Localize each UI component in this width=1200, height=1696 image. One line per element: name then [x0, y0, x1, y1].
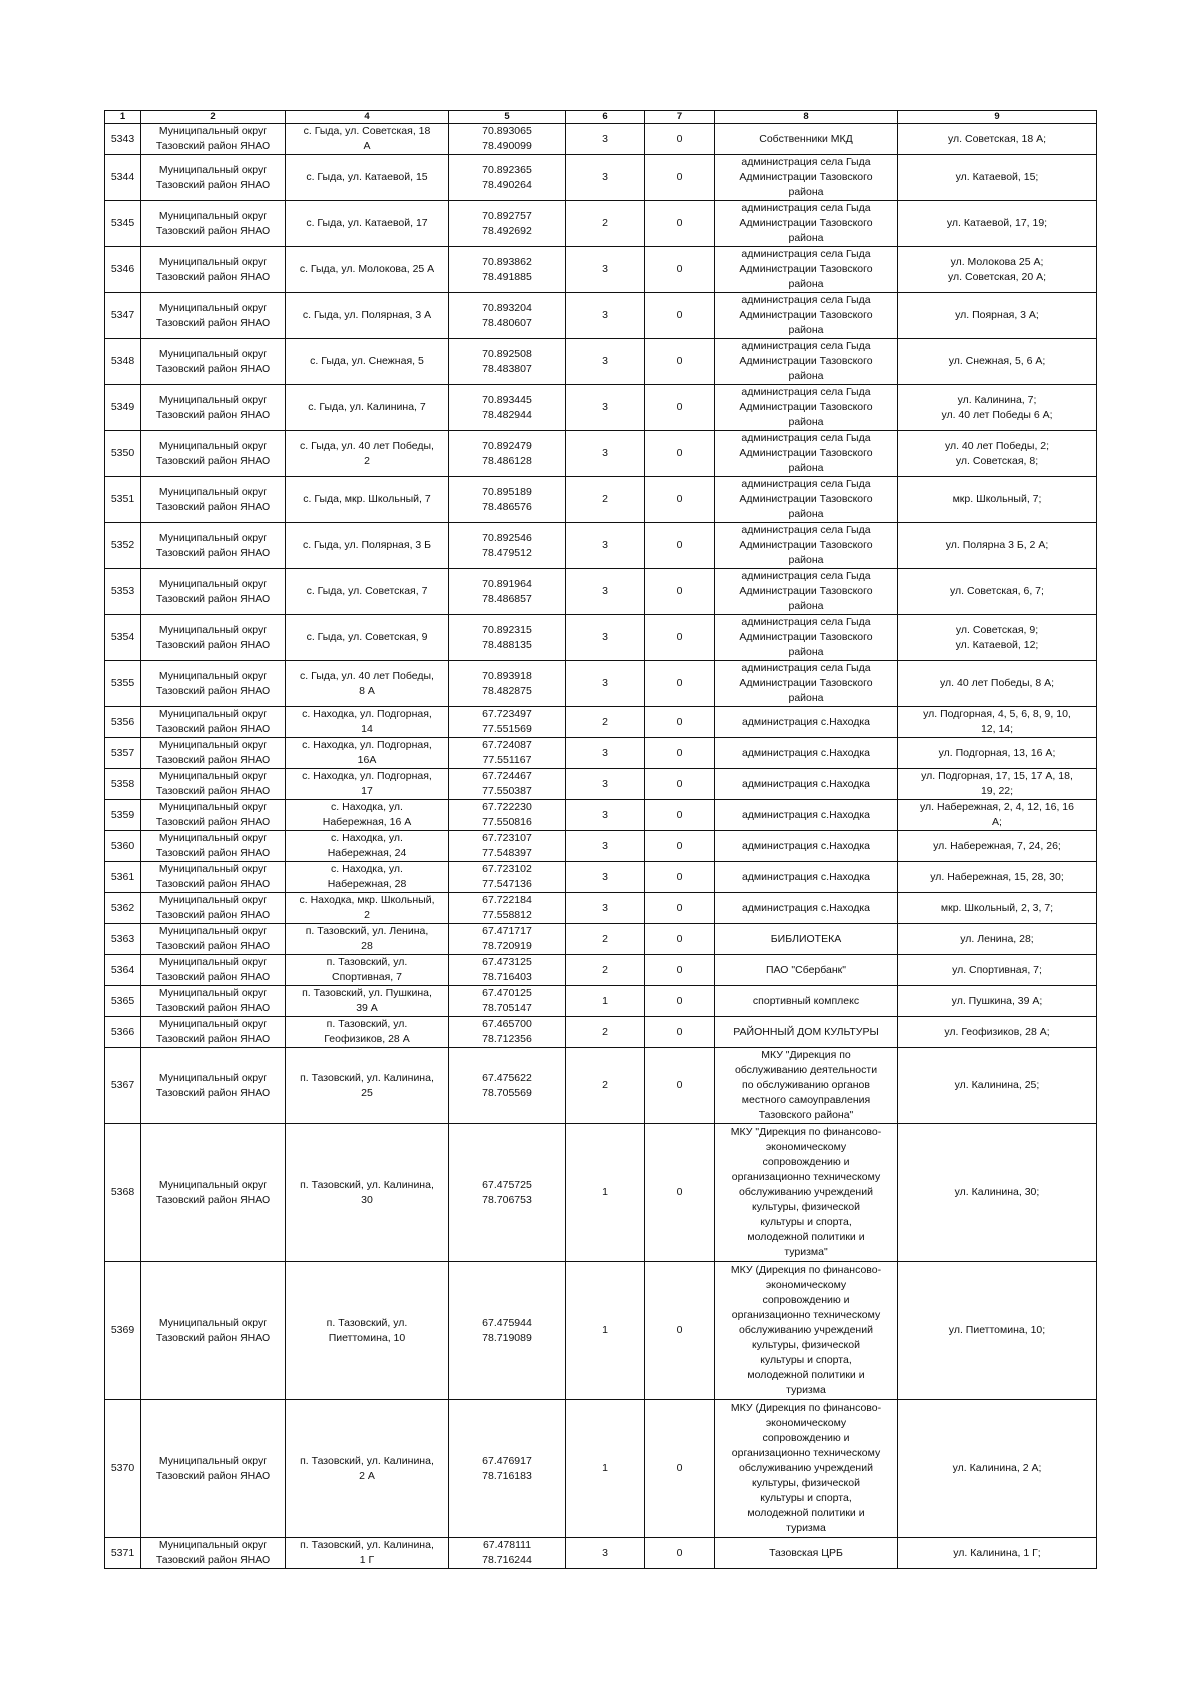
- col7-cell: 0: [645, 201, 715, 247]
- id-cell: 5369: [105, 1262, 141, 1400]
- col6-cell: 3: [566, 661, 645, 707]
- column-header: 8: [715, 111, 898, 124]
- owner-cell: администрация села Гыда Администрации Тазовского района: [715, 339, 898, 385]
- id-cell: 5367: [105, 1048, 141, 1124]
- id-cell: 5365: [105, 986, 141, 1017]
- owner-cell: администрация села Гыда Администрации Тазовского района: [715, 615, 898, 661]
- col6-cell: 2: [566, 1048, 645, 1124]
- owner-cell: ПАО "Сбербанк": [715, 955, 898, 986]
- coordinates-cell: 67.723102 77.547136: [449, 862, 566, 893]
- address-cell: п. Тазовский, ул. Калинина, 2 А: [286, 1400, 449, 1538]
- id-cell: 5370: [105, 1400, 141, 1538]
- table-row: [105, 707, 1097, 738]
- id-cell: 5351: [105, 477, 141, 523]
- district-cell: Муниципальный округ Тазовский район ЯНАО: [141, 1048, 286, 1124]
- col6-cell: 3: [566, 893, 645, 924]
- col6-cell: 2: [566, 955, 645, 986]
- table-row: [105, 986, 1097, 1017]
- table-row: [105, 893, 1097, 924]
- col7-cell: 0: [645, 986, 715, 1017]
- col6-cell: 3: [566, 339, 645, 385]
- served-addresses-cell: ул. Снежная, 5, 6 А;: [898, 339, 1097, 385]
- table-row: [105, 155, 1097, 201]
- served-addresses-cell: ул. Калинина, 7; ул. 40 лет Победы 6 А;: [898, 385, 1097, 431]
- col7-cell: 0: [645, 124, 715, 155]
- owner-cell: администрация села Гыда Администрации Тазовского района: [715, 569, 898, 615]
- col7-cell: 0: [645, 431, 715, 477]
- col6-cell: 3: [566, 293, 645, 339]
- col6-cell: 2: [566, 477, 645, 523]
- col7-cell: 0: [645, 155, 715, 201]
- district-cell: Муниципальный округ Тазовский район ЯНАО: [141, 831, 286, 862]
- id-cell: 5345: [105, 201, 141, 247]
- district-cell: Муниципальный округ Тазовский район ЯНАО: [141, 986, 286, 1017]
- coordinates-cell: 70.892365 78.490264: [449, 155, 566, 201]
- id-cell: 5348: [105, 339, 141, 385]
- district-cell: Муниципальный округ Тазовский район ЯНАО: [141, 477, 286, 523]
- table-row: [105, 800, 1097, 831]
- column-header: 9: [898, 111, 1097, 124]
- col6-cell: 3: [566, 800, 645, 831]
- district-cell: Муниципальный округ Тазовский район ЯНАО: [141, 293, 286, 339]
- col6-cell: 3: [566, 523, 645, 569]
- owner-cell: БИБЛИОТЕКА: [715, 924, 898, 955]
- address-cell: п. Тазовский, ул. Ленина, 28: [286, 924, 449, 955]
- coordinates-cell: 70.893204 78.480607: [449, 293, 566, 339]
- address-cell: с. Находка, ул. Набережная, 16 А: [286, 800, 449, 831]
- owner-cell: администрация села Гыда Администрации Тазовского района: [715, 477, 898, 523]
- owner-cell: администрация с.Находка: [715, 738, 898, 769]
- col6-cell: 1: [566, 986, 645, 1017]
- table-row: [105, 569, 1097, 615]
- district-cell: Муниципальный округ Тазовский район ЯНАО: [141, 201, 286, 247]
- col7-cell: 0: [645, 615, 715, 661]
- owner-cell: МКУ "Дирекция по финансово- экономическому сопровождению и организационно техническому обслуживанию учреждений культуры, физической культуры и спорта, молодежной политики и туризма": [715, 1124, 898, 1262]
- owner-cell: администрация с.Находка: [715, 893, 898, 924]
- coordinates-cell: 70.893918 78.482875: [449, 661, 566, 707]
- col7-cell: 0: [645, 1262, 715, 1400]
- district-cell: Муниципальный округ Тазовский район ЯНАО: [141, 339, 286, 385]
- served-addresses-cell: ул. Пиеттомина, 10;: [898, 1262, 1097, 1400]
- served-addresses-cell: ул. Пушкина, 39 А;: [898, 986, 1097, 1017]
- district-cell: Муниципальный округ Тазовский район ЯНАО: [141, 924, 286, 955]
- district-cell: Муниципальный округ Тазовский район ЯНАО: [141, 569, 286, 615]
- col7-cell: 0: [645, 247, 715, 293]
- id-cell: 5350: [105, 431, 141, 477]
- served-addresses-cell: ул. Катаевой, 15;: [898, 155, 1097, 201]
- col6-cell: 3: [566, 831, 645, 862]
- owner-cell: администрация с.Находка: [715, 707, 898, 738]
- coordinates-cell: 70.893445 78.482944: [449, 385, 566, 431]
- coordinates-cell: 67.724467 77.550387: [449, 769, 566, 800]
- col6-cell: 2: [566, 1017, 645, 1048]
- table-body: [105, 111, 1097, 1569]
- district-cell: Муниципальный округ Тазовский район ЯНАО: [141, 155, 286, 201]
- col7-cell: 0: [645, 738, 715, 769]
- id-cell: 5355: [105, 661, 141, 707]
- col6-cell: 1: [566, 1124, 645, 1262]
- coordinates-cell: 67.478111 78.716244: [449, 1538, 566, 1569]
- coordinates-cell: 70.893065 78.490099: [449, 124, 566, 155]
- id-cell: 5371: [105, 1538, 141, 1569]
- owner-cell: спортивный комплекс: [715, 986, 898, 1017]
- col7-cell: 0: [645, 1017, 715, 1048]
- owner-cell: администрация села Гыда Администрации Тазовского района: [715, 661, 898, 707]
- served-addresses-cell: ул. Набережная, 7, 24, 26;: [898, 831, 1097, 862]
- district-cell: Муниципальный округ Тазовский район ЯНАО: [141, 1538, 286, 1569]
- table-row: [105, 769, 1097, 800]
- id-cell: 5352: [105, 523, 141, 569]
- table-row: [105, 738, 1097, 769]
- table-row: [105, 247, 1097, 293]
- owner-cell: Тазовская ЦРБ: [715, 1538, 898, 1569]
- served-addresses-cell: ул. Советская, 9; ул. Катаевой, 12;: [898, 615, 1097, 661]
- id-cell: 5366: [105, 1017, 141, 1048]
- served-addresses-cell: ул. Калинина, 2 А;: [898, 1400, 1097, 1538]
- table-row: [105, 385, 1097, 431]
- col7-cell: 0: [645, 661, 715, 707]
- address-cell: с. Гыда, ул. Калинина, 7: [286, 385, 449, 431]
- coordinates-cell: 67.475622 78.705569: [449, 1048, 566, 1124]
- table-row: [105, 1538, 1097, 1569]
- id-cell: 5357: [105, 738, 141, 769]
- served-addresses-cell: ул. Калинина, 30;: [898, 1124, 1097, 1262]
- col6-cell: 2: [566, 707, 645, 738]
- coordinates-cell: 70.892479 78.486128: [449, 431, 566, 477]
- address-cell: с. Гыда, ул. Советская, 9: [286, 615, 449, 661]
- coordinates-cell: 67.465700 78.712356: [449, 1017, 566, 1048]
- col7-cell: 0: [645, 339, 715, 385]
- district-cell: Муниципальный округ Тазовский район ЯНАО: [141, 431, 286, 477]
- col7-cell: 0: [645, 293, 715, 339]
- column-header: 1: [105, 111, 141, 124]
- address-cell: с. Гыда, ул. Катаевой, 17: [286, 201, 449, 247]
- col6-cell: 3: [566, 155, 645, 201]
- coordinates-cell: 67.724087 77.551167: [449, 738, 566, 769]
- served-addresses-cell: ул. 40 лет Победы, 8 А;: [898, 661, 1097, 707]
- served-addresses-cell: ул. Катаевой, 17, 19;: [898, 201, 1097, 247]
- served-addresses-cell: ул. Полярна 3 Б, 2 А;: [898, 523, 1097, 569]
- col6-cell: 3: [566, 615, 645, 661]
- register-table: [104, 110, 1097, 1569]
- served-addresses-cell: ул. Калинина, 25;: [898, 1048, 1097, 1124]
- address-cell: с. Гыда, ул. Советская, 7: [286, 569, 449, 615]
- id-cell: 5360: [105, 831, 141, 862]
- owner-cell: РАЙОННЫЙ ДОМ КУЛЬТУРЫ: [715, 1017, 898, 1048]
- served-addresses-cell: ул. Советская, 6, 7;: [898, 569, 1097, 615]
- col7-cell: 0: [645, 862, 715, 893]
- id-cell: 5349: [105, 385, 141, 431]
- coordinates-cell: 67.470125 78.705147: [449, 986, 566, 1017]
- coordinates-cell: 67.471717 78.720919: [449, 924, 566, 955]
- district-cell: Муниципальный округ Тазовский район ЯНАО: [141, 385, 286, 431]
- district-cell: Муниципальный округ Тазовский район ЯНАО: [141, 1124, 286, 1262]
- served-addresses-cell: ул. 40 лет Победы, 2; ул. Советская, 8;: [898, 431, 1097, 477]
- id-cell: 5364: [105, 955, 141, 986]
- owner-cell: администрация села Гыда Администрации Тазовского района: [715, 201, 898, 247]
- coordinates-cell: 70.892546 78.479512: [449, 523, 566, 569]
- owner-cell: администрация с.Находка: [715, 800, 898, 831]
- address-cell: п. Тазовский, ул. Пиеттомина, 10: [286, 1262, 449, 1400]
- coordinates-cell: 70.892315 78.488135: [449, 615, 566, 661]
- col7-cell: 0: [645, 1538, 715, 1569]
- col7-cell: 0: [645, 769, 715, 800]
- address-cell: п. Тазовский, ул. Калинина, 25: [286, 1048, 449, 1124]
- column-header: 4: [286, 111, 449, 124]
- table-row: [105, 339, 1097, 385]
- table-row: [105, 1048, 1097, 1124]
- address-cell: п. Тазовский, ул. Пушкина, 39 А: [286, 986, 449, 1017]
- district-cell: Муниципальный округ Тазовский район ЯНАО: [141, 523, 286, 569]
- coordinates-cell: 70.895189 78.486576: [449, 477, 566, 523]
- owner-cell: МКУ "Дирекция по обслуживанию деятельности по обслуживанию органов местного самоуправления Тазовского района": [715, 1048, 898, 1124]
- address-cell: с. Гыда, ул. Снежная, 5: [286, 339, 449, 385]
- table-row: [105, 1017, 1097, 1048]
- address-cell: с. Находка, ул. Подгорная, 14: [286, 707, 449, 738]
- coordinates-cell: 70.893862 78.491885: [449, 247, 566, 293]
- id-cell: 5343: [105, 124, 141, 155]
- owner-cell: администрация села Гыда Администрации Тазовского района: [715, 247, 898, 293]
- address-cell: с. Гыда, ул. Полярная, 3 Б: [286, 523, 449, 569]
- table-row: [105, 1400, 1097, 1538]
- table-row: [105, 955, 1097, 986]
- col6-cell: 3: [566, 769, 645, 800]
- id-cell: 5354: [105, 615, 141, 661]
- owner-cell: администрация с.Находка: [715, 769, 898, 800]
- coordinates-cell: 70.892508 78.483807: [449, 339, 566, 385]
- district-cell: Муниципальный округ Тазовский район ЯНАО: [141, 707, 286, 738]
- table-row: [105, 862, 1097, 893]
- col6-cell: 2: [566, 201, 645, 247]
- served-addresses-cell: ул. Калинина, 1 Г;: [898, 1538, 1097, 1569]
- id-cell: 5363: [105, 924, 141, 955]
- district-cell: Муниципальный округ Тазовский район ЯНАО: [141, 800, 286, 831]
- owner-cell: Собственники МКД: [715, 124, 898, 155]
- address-cell: п. Тазовский, ул. Калинина, 30: [286, 1124, 449, 1262]
- col7-cell: 0: [645, 1048, 715, 1124]
- owner-cell: администрация села Гыда Администрации Тазовского района: [715, 155, 898, 201]
- owner-cell: МКУ (Дирекция по финансово- экономическому сопровождению и организационно техническому обслуживанию учреждений культуры, физической культуры и спорта, молодежной политики и туризма: [715, 1400, 898, 1538]
- col7-cell: 0: [645, 477, 715, 523]
- table-row: [105, 1124, 1097, 1262]
- col7-cell: 0: [645, 893, 715, 924]
- address-cell: с. Находка, ул. Набережная, 28: [286, 862, 449, 893]
- address-cell: с. Гыда, ул. Полярная, 3 А: [286, 293, 449, 339]
- id-cell: 5346: [105, 247, 141, 293]
- table-row: [105, 615, 1097, 661]
- column-header: 5: [449, 111, 566, 124]
- address-cell: с. Находка, ул. Подгорная, 17: [286, 769, 449, 800]
- address-cell: с. Гыда, ул. 40 лет Победы, 8 А: [286, 661, 449, 707]
- address-cell: с. Гыда, мкр. Школьный, 7: [286, 477, 449, 523]
- district-cell: Муниципальный округ Тазовский район ЯНАО: [141, 1017, 286, 1048]
- district-cell: Муниципальный округ Тазовский район ЯНАО: [141, 862, 286, 893]
- col7-cell: 0: [645, 523, 715, 569]
- id-cell: 5358: [105, 769, 141, 800]
- address-cell: с. Находка, мкр. Школьный, 2: [286, 893, 449, 924]
- id-cell: 5362: [105, 893, 141, 924]
- col6-cell: 3: [566, 738, 645, 769]
- address-cell: с. Находка, ул. Набережная, 24: [286, 831, 449, 862]
- col6-cell: 3: [566, 385, 645, 431]
- col7-cell: 0: [645, 924, 715, 955]
- district-cell: Муниципальный округ Тазовский район ЯНАО: [141, 1400, 286, 1538]
- served-addresses-cell: ул. Ленина, 28;: [898, 924, 1097, 955]
- owner-cell: администрация села Гыда Администрации Тазовского района: [715, 523, 898, 569]
- coordinates-cell: 67.476917 78.716183: [449, 1400, 566, 1538]
- id-cell: 5344: [105, 155, 141, 201]
- table-row: [105, 661, 1097, 707]
- served-addresses-cell: ул. Набережная, 2, 4, 12, 16, 16 А;: [898, 800, 1097, 831]
- col7-cell: 0: [645, 707, 715, 738]
- col6-cell: 3: [566, 124, 645, 155]
- served-addresses-cell: ул. Спортивная, 7;: [898, 955, 1097, 986]
- district-cell: Муниципальный округ Тазовский район ЯНАО: [141, 955, 286, 986]
- id-cell: 5361: [105, 862, 141, 893]
- col7-cell: 0: [645, 569, 715, 615]
- owner-cell: администрация с.Находка: [715, 831, 898, 862]
- served-addresses-cell: мкр. Школьный, 7;: [898, 477, 1097, 523]
- served-addresses-cell: ул. Подгорная, 13, 16 А;: [898, 738, 1097, 769]
- district-cell: Муниципальный округ Тазовский район ЯНАО: [141, 247, 286, 293]
- district-cell: Муниципальный округ Тазовский район ЯНАО: [141, 661, 286, 707]
- district-cell: Муниципальный округ Тазовский район ЯНАО: [141, 769, 286, 800]
- col6-cell: 3: [566, 862, 645, 893]
- id-cell: 5368: [105, 1124, 141, 1262]
- served-addresses-cell: ул. Поярная, 3 А;: [898, 293, 1097, 339]
- owner-cell: администрация села Гыда Администрации Тазовского района: [715, 431, 898, 477]
- district-cell: Муниципальный округ Тазовский район ЯНАО: [141, 615, 286, 661]
- id-cell: 5359: [105, 800, 141, 831]
- table-row: [105, 924, 1097, 955]
- address-cell: с. Гыда, ул. Советская, 18 А: [286, 124, 449, 155]
- served-addresses-cell: мкр. Школьный, 2, 3, 7;: [898, 893, 1097, 924]
- coordinates-cell: 70.891964 78.486857: [449, 569, 566, 615]
- col7-cell: 0: [645, 1124, 715, 1262]
- address-cell: п. Тазовский, ул. Калинина, 1 Г: [286, 1538, 449, 1569]
- table-row: [105, 477, 1097, 523]
- district-cell: Муниципальный округ Тазовский район ЯНАО: [141, 738, 286, 769]
- district-cell: Муниципальный округ Тазовский район ЯНАО: [141, 893, 286, 924]
- col7-cell: 0: [645, 385, 715, 431]
- coordinates-cell: 67.722184 77.558812: [449, 893, 566, 924]
- col7-cell: 0: [645, 800, 715, 831]
- served-addresses-cell: ул. Набережная, 15, 28, 30;: [898, 862, 1097, 893]
- id-cell: 5356: [105, 707, 141, 738]
- owner-cell: МКУ (Дирекция по финансово- экономическому сопровождению и организационно техническому обслуживанию учреждений культуры, физической культуры и спорта, молодежной политики и туризма: [715, 1262, 898, 1400]
- address-cell: п. Тазовский, ул. Геофизиков, 28 А: [286, 1017, 449, 1048]
- served-addresses-cell: ул. Подгорная, 4, 5, 6, 8, 9, 10, 12, 14;: [898, 707, 1097, 738]
- col6-cell: 1: [566, 1262, 645, 1400]
- address-cell: п. Тазовский, ул. Спортивная, 7: [286, 955, 449, 986]
- col7-cell: 0: [645, 955, 715, 986]
- col7-cell: 0: [645, 831, 715, 862]
- column-header: 7: [645, 111, 715, 124]
- coordinates-cell: 67.475944 78.719089: [449, 1262, 566, 1400]
- table-row: [105, 431, 1097, 477]
- table-row: [105, 523, 1097, 569]
- owner-cell: администрация села Гыда Администрации Тазовского района: [715, 385, 898, 431]
- id-cell: 5347: [105, 293, 141, 339]
- col6-cell: 3: [566, 1538, 645, 1569]
- served-addresses-cell: ул. Подгорная, 17, 15, 17 А, 18, 19, 22;: [898, 769, 1097, 800]
- col6-cell: 1: [566, 1400, 645, 1538]
- address-cell: с. Гыда, ул. Молокова, 25 А: [286, 247, 449, 293]
- served-addresses-cell: ул. Советская, 18 А;: [898, 124, 1097, 155]
- address-cell: с. Гыда, ул. 40 лет Победы, 2: [286, 431, 449, 477]
- table-row: [105, 293, 1097, 339]
- coordinates-cell: 67.475725 78.706753: [449, 1124, 566, 1262]
- col6-cell: 2: [566, 924, 645, 955]
- table-row: [105, 831, 1097, 862]
- district-cell: Муниципальный округ Тазовский район ЯНАО: [141, 1262, 286, 1400]
- owner-cell: администрация села Гыда Администрации Тазовского района: [715, 293, 898, 339]
- coordinates-cell: 67.723107 77.548397: [449, 831, 566, 862]
- coordinates-cell: 70.892757 78.492692: [449, 201, 566, 247]
- coordinates-cell: 67.723497 77.551569: [449, 707, 566, 738]
- table-row: [105, 201, 1097, 247]
- coordinates-cell: 67.473125 78.716403: [449, 955, 566, 986]
- header-row: [105, 111, 1097, 124]
- address-cell: с. Находка, ул. Подгорная, 16А: [286, 738, 449, 769]
- column-header: 6: [566, 111, 645, 124]
- owner-cell: администрация с.Находка: [715, 862, 898, 893]
- district-cell: Муниципальный округ Тазовский район ЯНАО: [141, 124, 286, 155]
- column-header: 2: [141, 111, 286, 124]
- table-row: [105, 124, 1097, 155]
- coordinates-cell: 67.722230 77.550816: [449, 800, 566, 831]
- table-row: [105, 1262, 1097, 1400]
- col6-cell: 3: [566, 569, 645, 615]
- address-cell: с. Гыда, ул. Катаевой, 15: [286, 155, 449, 201]
- col6-cell: 3: [566, 431, 645, 477]
- served-addresses-cell: ул. Молокова 25 А; ул. Советская, 20 А;: [898, 247, 1097, 293]
- served-addresses-cell: ул. Геофизиков, 28 А;: [898, 1017, 1097, 1048]
- col7-cell: 0: [645, 1400, 715, 1538]
- id-cell: 5353: [105, 569, 141, 615]
- col6-cell: 3: [566, 247, 645, 293]
